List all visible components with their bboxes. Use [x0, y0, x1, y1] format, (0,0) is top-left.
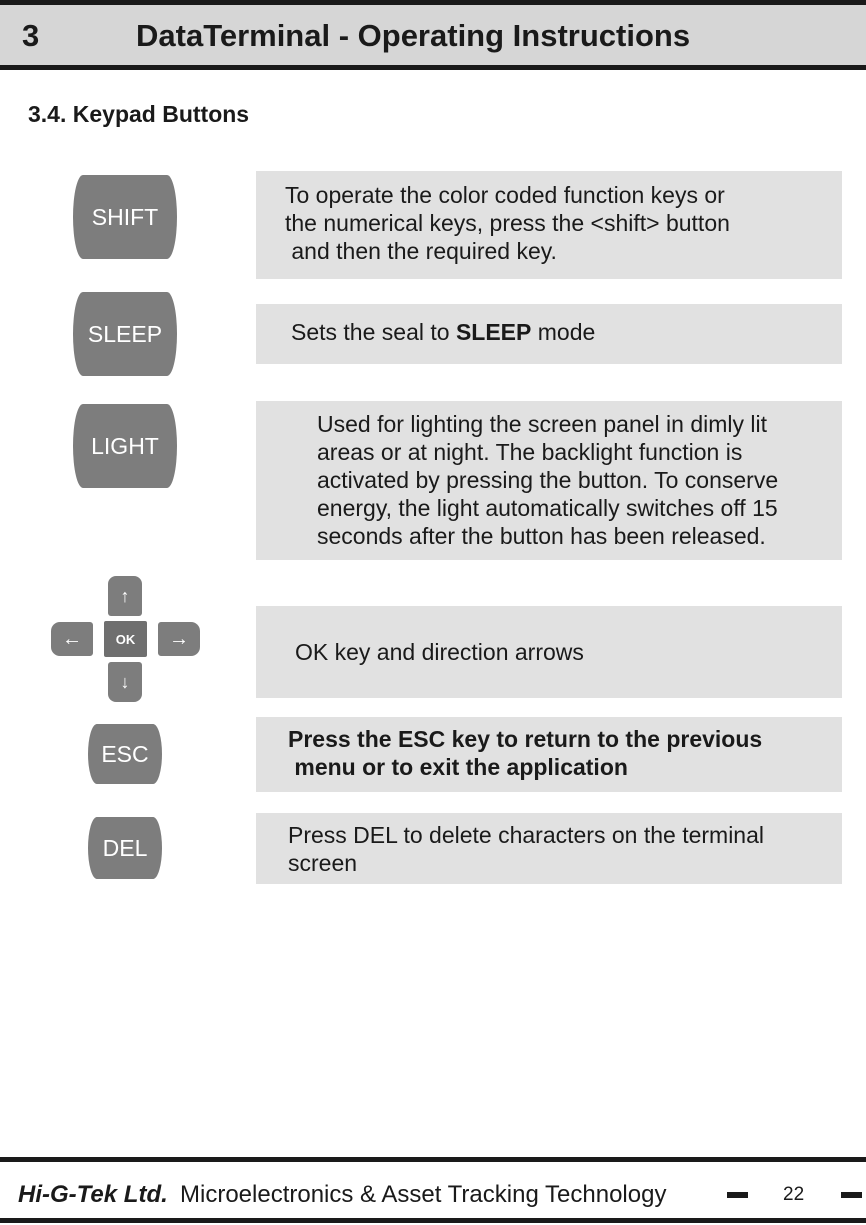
esc-key — [88, 724, 162, 784]
down-arrow-key — [108, 662, 142, 702]
footer-rule-top — [0, 1157, 866, 1162]
chapter-number: 3 — [22, 18, 40, 53]
del-key — [88, 817, 162, 879]
footer-tagline: Microelectronics & Asset Tracking Technology — [180, 1181, 667, 1208]
shift-desc-line-1: To operate the color coded function keys or — [285, 182, 725, 208]
del-description — [256, 813, 842, 884]
esc-key-label: ESC — [101, 740, 149, 767]
shift-description — [256, 171, 842, 279]
sleep-desc-suffix: mode — [531, 319, 596, 345]
footer-company: Hi-G-Tek Ltd. — [18, 1181, 168, 1208]
left-arrow-icon: ← — [62, 628, 82, 650]
sleep-key — [73, 292, 177, 376]
light-key — [73, 404, 177, 488]
header-rule-bottom — [0, 65, 866, 70]
section-title: 3.4. Keypad Buttons — [28, 101, 250, 127]
page-number: 22 — [783, 1184, 805, 1205]
sleep-description — [256, 304, 842, 364]
shift-key — [73, 175, 177, 259]
shift-key-label: SHIFT — [91, 203, 159, 230]
ok-key — [104, 621, 147, 657]
light-description — [256, 401, 842, 560]
del-key-label: DEL — [102, 834, 148, 861]
light-desc-line-2: areas or at night. The backlight function is — [317, 439, 743, 465]
del-desc-line-1: Press DEL to delete characters on the terminal — [288, 822, 764, 848]
shift-desc-line-3: and then the required key. — [285, 238, 557, 264]
down-arrow-icon: ↓ — [120, 672, 130, 692]
right-arrow-key — [158, 622, 200, 656]
footer-rule-bottom — [0, 1218, 866, 1223]
esc-description — [256, 717, 842, 792]
left-arrow-key — [51, 622, 93, 656]
ok-key-label: OK — [115, 631, 136, 647]
up-arrow-key — [108, 576, 142, 616]
sleep-desc-emphasis: SLEEP — [455, 319, 532, 345]
del-desc-line-2: screen — [288, 850, 358, 876]
footer-dash-right — [841, 1192, 862, 1198]
dpad-description — [256, 606, 842, 698]
sleep-key-label: SLEEP — [87, 320, 163, 347]
shift-desc-line-2: the numerical keys, press the <shift> button — [285, 210, 730, 236]
page-title: DataTerminal - Operating Instructions — [136, 18, 691, 53]
esc-desc-line-2: menu or to exit the application — [288, 754, 628, 780]
footer-dash-left — [727, 1192, 748, 1198]
light-desc-line-1: Used for lighting the screen panel in dimly lit — [317, 411, 768, 437]
sleep-desc-prefix: Sets the seal to — [291, 319, 456, 345]
light-desc-line-5: seconds after the button has been released. — [317, 523, 766, 549]
light-desc-line-3: activated by pressing the button. To conserve — [317, 467, 779, 493]
sleep-desc-text — [291, 318, 595, 346]
up-arrow-icon: ↑ — [120, 586, 130, 606]
light-key-label: LIGHT — [91, 432, 159, 459]
right-arrow-icon: → — [169, 628, 189, 650]
light-desc-line-4: energy, the light automatically switches off 15 — [317, 495, 778, 521]
esc-desc-line-1: Press the ESC key to return to the previous — [288, 726, 763, 752]
dpad-desc-text: OK key and direction arrows — [295, 639, 584, 665]
